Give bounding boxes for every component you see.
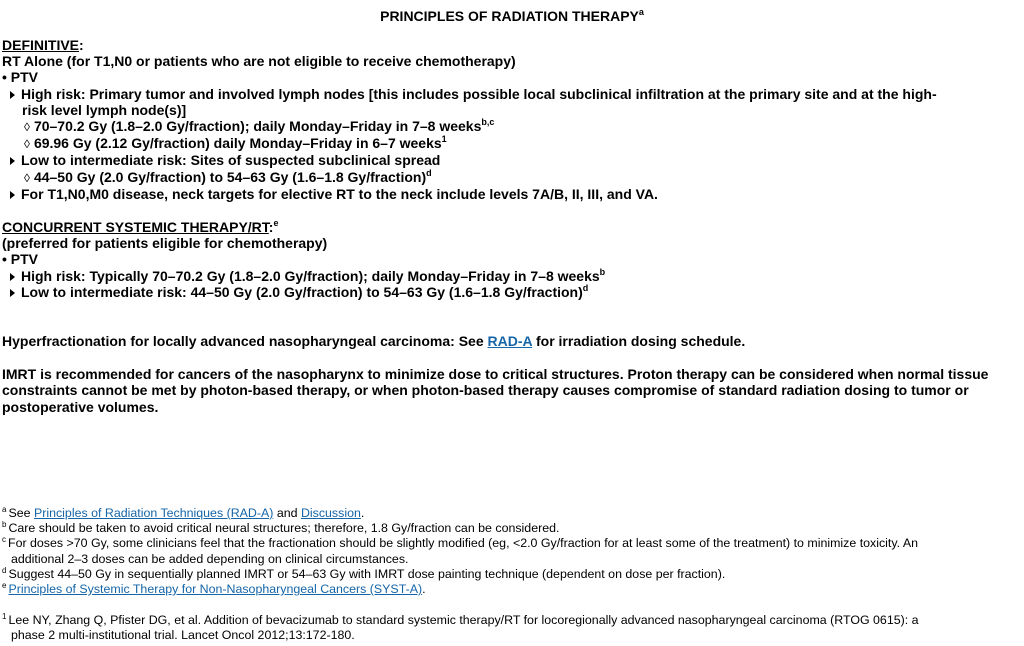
definitive-dose-3: ◊ 44–50 Gy (2.0 Gy/fraction) to 54–63 Gy (1.6–1.8 Gy/fraction)$^d$: [24, 167, 432, 185]
concurrent-ptv: • PTV: [2, 251, 39, 268]
triangle-bullet-icon: [10, 191, 15, 199]
concurrent-subheading: (preferred for patients eligible for chemotherapy): [2, 235, 328, 252]
page-title: [0, 8, 1024, 24]
reference-1: $^1$ Lee NY, Zhang Q, Pfister DG, et al. Addition of bevacizumab to standard systemic therapy/RT for locoregionally advanced nasopharyngeal carcinoma (RTOG 0615): a: [2, 612, 919, 628]
imrt-paragraph: IMRT is recommended for cancers of the nasopharynx to minimize dose to critical structures. Proton therapy can be considered when normal tissue constraints cannot be met by photon-based therapy, or when photon-based therapy causes compromise of standard radiation dosing to tumor or postoperative volumes.: [2, 366, 989, 415]
footnote-c-cont: additional 2–3 doses can be added depending on clinical circumstances.: [11, 551, 409, 566]
diamond-bullet-icon: ◊: [24, 170, 30, 185]
definitive-t1: For T1,N0,M0 disease, neck targets for elective RT to the neck include levels 7A/B, II, III, and VA.: [2, 186, 1020, 202]
diamond-bullet-icon: ◊: [24, 120, 30, 135]
footnotes: [2, 506, 1020, 644]
diamond-bullet-icon: ◊: [24, 137, 30, 152]
hyperfractionation-note: Hyperfractionation for locally advanced nasopharyngeal carcinoma: See RAD-A for irradiation dosing schedule.: [2, 333, 746, 350]
main-content: [2, 37, 1020, 415]
triangle-bullet-icon: [10, 157, 15, 165]
reference-1-cont: phase 2 multi-institutional trial. Lancet Oncol 2012;13:172-180.: [11, 628, 355, 643]
footnote-b: $^b$ Care should be taken to avoid critical neural structures; therefore, 1.8 Gy/fraction can be considered.: [2, 520, 560, 536]
rad-a-link[interactable]: RAD-A: [487, 333, 533, 350]
concurrent-low-risk: Low to intermediate risk: 44–50 Gy (2.0 Gy/fraction) to 54–63 Gy (1.6–1.8 Gy/fraction)$^d$: [2, 284, 1020, 300]
definitive-ptv: • PTV: [2, 69, 39, 86]
triangle-bullet-icon: [10, 273, 15, 281]
footnote-a: $^a$ See Principles of Radiation Techniques (RAD-A) and Discussion.: [2, 505, 365, 520]
concurrent-heading: CONCURRENT SYSTEMIC THERAPY/RT:$^e$: [2, 218, 279, 236]
definitive-high-risk-cont: risk level lymph node(s)]: [22, 101, 187, 118]
radiation-techniques-link[interactable]: Principles of Radiation Techniques (RAD-A): [33, 506, 274, 520]
concurrent-high-risk: High risk: Typically 70–70.2 Gy (1.8–2.0 Gy/fraction); daily Monday–Friday in 7–8 weeks$^b$: [2, 268, 1020, 284]
page-title-text: PRINCIPLES OF RADIATION THERAPY: [380, 8, 639, 24]
footnote-ref-a: a: [638, 7, 644, 17]
definitive-high-risk: High risk: Primary tumor and involved lymph nodes [this includes possible local subclinical infiltration at the primary site and at the high-: [2, 86, 1020, 102]
triangle-bullet-icon: [10, 91, 15, 99]
definitive-low-risk: Low to intermediate risk: Sites of suspected subclinical spread: [2, 152, 1020, 168]
footnote-c: $^c$ For doses >70 Gy, some clinicians feel that the fractionation should be slightly modified (eg, <2.0 Gy/fraction for at least some of the treatment) to minimize toxicity. An: [2, 535, 918, 551]
footnote-e: $^e$ Principles of Systemic Therapy for Non-Nasopharyngeal Cancers (SYST-A).: [2, 581, 426, 597]
definitive-dose-2: ◊ 69.96 Gy (2.12 Gy/fraction) daily Monday–Friday in 6–7 weeks$^1$: [24, 134, 447, 152]
triangle-bullet-icon: [10, 289, 15, 297]
definitive-dose-1: ◊ 70–70.2 Gy (1.8–2.0 Gy/fraction); daily Monday–Friday in 7–8 weeks$^{b,c}$: [24, 117, 495, 135]
definitive-subheading: RT Alone (for T1,N0 or patients who are not eligible to receive chemotherapy): [2, 53, 516, 70]
footnote-d: $^d$ Suggest 44–50 Gy in sequentially planned IMRT or 54–63 Gy with IMRT dose painting technique (dependent on dose per fraction).: [2, 565, 726, 581]
discussion-link[interactable]: Discussion: [300, 506, 361, 520]
systemic-therapy-link[interactable]: Principles of Systemic Therapy for Non-Nasopharyngeal Cancers (SYST-A): [8, 582, 423, 597]
definitive-heading: DEFINITIVE:: [2, 37, 84, 53]
